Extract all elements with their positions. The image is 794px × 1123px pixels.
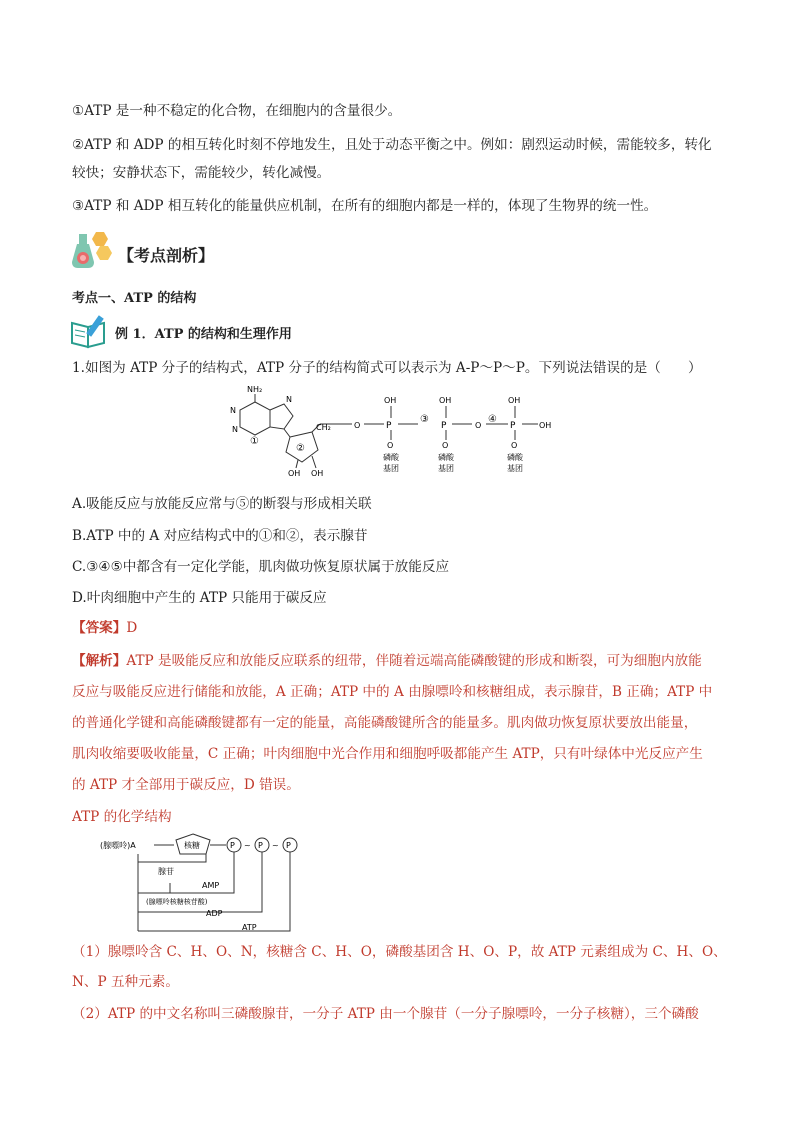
book-pencil-icon bbox=[70, 313, 110, 349]
oh-label-1: OH bbox=[384, 396, 397, 405]
amp-label: AMP bbox=[202, 881, 220, 890]
analysis-line-5: 的 ATP 才全部用于碳反应，D 错误。 bbox=[72, 777, 300, 793]
tilde-2: ~ bbox=[272, 841, 279, 850]
n-label-3: N bbox=[286, 395, 292, 404]
phosphate-label-1a: 磷酸 bbox=[383, 453, 399, 462]
oh-label-2: OH bbox=[439, 396, 452, 405]
circle-1-label: ① bbox=[250, 436, 259, 447]
analysis-text-1: ATP 是吸能反应和放能反应联系的纽带，伴随着远端高能磷酸键的形成和断裂，可为细胞内放能 bbox=[126, 653, 702, 669]
phosphate-label-3b: 基团 bbox=[507, 464, 523, 473]
o-link-1: O bbox=[354, 421, 361, 430]
n-label-2: N bbox=[232, 425, 238, 434]
option-d: D.叶肉细胞中产生的 ATP 只能用于碳反应 bbox=[72, 590, 327, 606]
adp-label: ADP bbox=[206, 909, 223, 918]
phosphate-label-3a: 磷酸 bbox=[507, 453, 523, 462]
section-title: 【考点剖析】 bbox=[118, 246, 215, 265]
intro-line-2: ②ATP 和 ADP 的相互转化时刻不停地发生，且处于动态平衡之中。例如：剧烈运动时候，需能较多，转化 bbox=[72, 137, 712, 153]
chem-title: ATP 的化学结构 bbox=[72, 809, 172, 825]
oh-label-3: OH bbox=[508, 396, 521, 405]
atp-label: ATP bbox=[242, 923, 257, 932]
option-c: C.③④⑤中都含有一定化学能，肌肉做功恢复原状属于放能反应 bbox=[72, 559, 450, 575]
option-b: B.ATP 中的 A 对应结构式中的①和②，表示腺苷 bbox=[72, 528, 368, 544]
example-title: 例 1．ATP 的结构和生理作用 bbox=[115, 327, 292, 342]
intro-line-3: ③ATP 和 ADP 相互转化的能量供应机制，在所有的细胞内都是一样的，体现了生物界的统一性。 bbox=[72, 198, 658, 214]
p-label-3: P bbox=[510, 421, 516, 431]
kaodian-title: 考点一、ATP 的结构 bbox=[72, 291, 197, 306]
intro-line-2b: 较快；安静状态下，需能较少，转化减慢。 bbox=[72, 165, 331, 181]
p-label-2: P bbox=[441, 421, 447, 431]
circle-3-label: ③ bbox=[420, 414, 429, 425]
answer-value: D bbox=[126, 620, 138, 636]
option-a: A.吸能反应与放能反应常与⑤的断裂与形成相关联 bbox=[72, 496, 372, 512]
note-1a: （1）腺嘌呤含 C、H、O、N，核糖含 C、H、O，磷酸基团含 H、O、P，故 ATP 元素组成为 C、H、O、 bbox=[72, 944, 727, 960]
ribose-label: 核糖 bbox=[184, 841, 200, 850]
analysis-line-4: 肌肉收缩要吸收能量，C 正确；叶肉细胞中光合作用和细胞呼吸都能产生 ATP，只有叶绿体中光反应产生 bbox=[72, 746, 703, 762]
flask-icon bbox=[70, 228, 114, 272]
atp-structural-formula bbox=[220, 382, 560, 477]
answer-label: 【答案】 bbox=[72, 620, 127, 636]
answer-line bbox=[72, 618, 137, 638]
oh-label-6: OH bbox=[311, 469, 324, 477]
phosphate-label-1b: 基团 bbox=[383, 464, 399, 473]
circle-2-label: ② bbox=[296, 443, 305, 454]
oh-label-4: OH bbox=[539, 421, 552, 430]
analysis-label: 【解析】 bbox=[72, 653, 127, 669]
amp-sub-label: (腺嘌呤核糖核苷酸) bbox=[146, 898, 208, 906]
note-2: （2）ATP 的中文名称叫三磷酸腺苷，一分子 ATP 由一个腺苷（一分子腺嘌呤，一分子核糖），三个磷酸 bbox=[72, 1006, 699, 1022]
phosphate-p-2: P bbox=[258, 841, 263, 850]
phosphate-p-3: P bbox=[286, 841, 291, 850]
p-label-1: P bbox=[386, 421, 392, 431]
adenosine-label: 腺苷 bbox=[158, 867, 174, 876]
analysis-line-1 bbox=[72, 651, 702, 671]
note-1b: N、P 五种元素。 bbox=[72, 974, 179, 990]
phosphate-label-2b: 基团 bbox=[438, 464, 454, 473]
intro-line-1: ①ATP 是一种不稳定的化合物，在细胞内的含量很少。 bbox=[72, 103, 402, 119]
o-label-3: O bbox=[511, 441, 518, 450]
atp-schematic bbox=[98, 830, 308, 934]
circle-4-label: ④ bbox=[488, 414, 497, 425]
adenine-label: (腺嘌呤)A bbox=[100, 841, 136, 850]
phosphate-p-1: P bbox=[230, 841, 235, 850]
o-label-1: O bbox=[387, 441, 394, 450]
ch2-label: CH₂ bbox=[316, 423, 331, 432]
n-label-1: N bbox=[230, 406, 236, 415]
o-label-2: O bbox=[442, 441, 449, 450]
analysis-line-2: 反应与吸能反应进行储能和放能，A 正确；ATP 中的 A 由腺嘌呤和核糖组成，表示腺苷，B 正确；ATP 中 bbox=[72, 684, 713, 700]
tilde-1: ~ bbox=[244, 841, 251, 850]
analysis-line-3: 的普通化学键和高能磷酸键都有一定的能量，高能磷酸键所含的能量多。肌肉做功恢复原状要放出能量， bbox=[72, 715, 698, 731]
question-stem: 1.如图为 ATP 分子的结构式，ATP 分子的结构简式可以表示为 A-P～P～P。下列说法错误的是（ ） bbox=[72, 360, 702, 376]
oh-label-5: OH bbox=[288, 469, 301, 477]
phosphate-label-2a: 磷酸 bbox=[438, 453, 454, 462]
o-link-2: O bbox=[475, 421, 482, 430]
nh2-label: NH₂ bbox=[247, 385, 263, 394]
